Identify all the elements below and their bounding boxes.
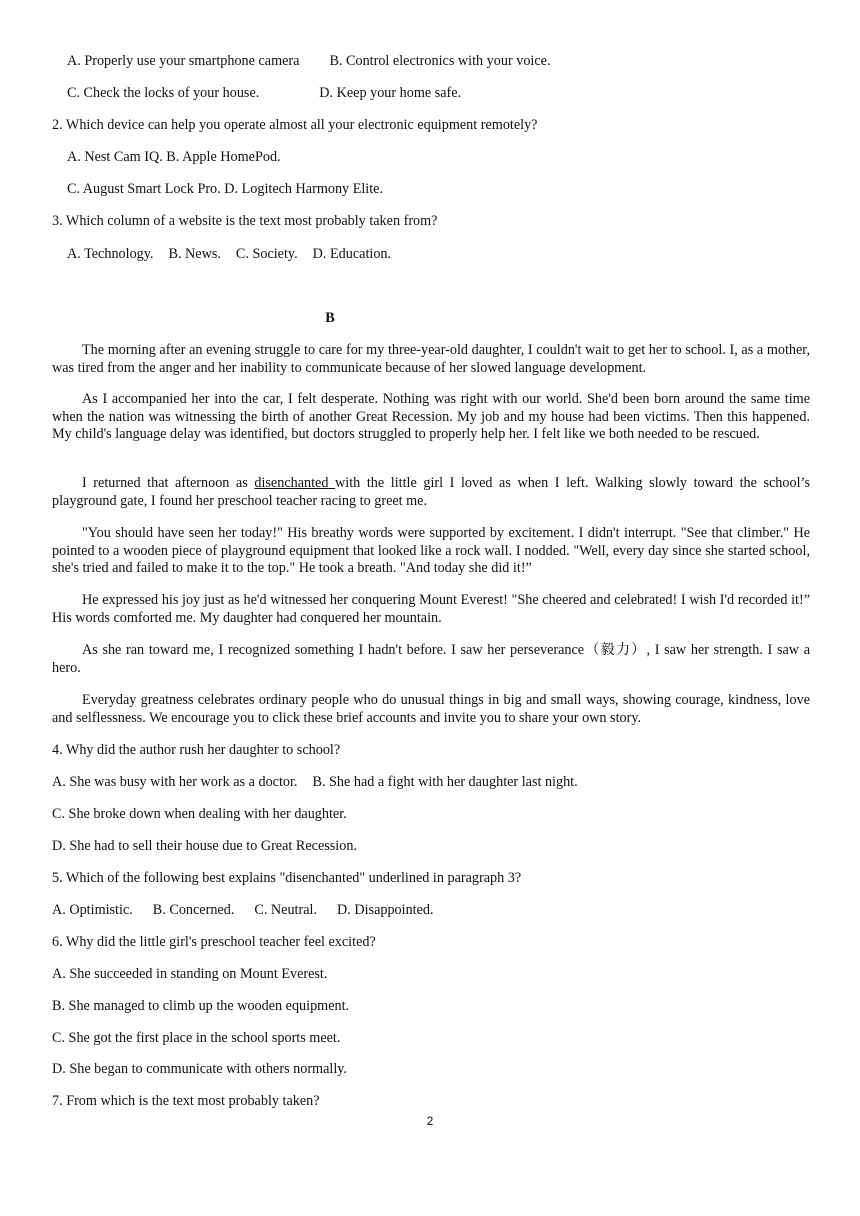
q3-option-c: C. Society. [235,246,298,262]
passage-paragraph-1: The morning after an evening struggle to care for my three-year-old daughter, I couldn't wait to get her to school. I, as a mother, was tired from the anger and her inability to communicate because of her slowed language development. [52,342,810,376]
q4-stem: 4. Why did the author rush her daughter to school? [52,742,341,758]
q2-options-row-2: C. August Smart Lock Pro. D. Logitech Harmony Elite. [67,181,384,197]
q1-option-c: C. Check the locks of your house. [67,85,260,101]
page-number: 2 [426,1114,434,1128]
p3-text-before: I returned that afternoon as [82,475,255,491]
passage-paragraph-5: He expressed his joy just as he'd witnessed her conquering Mount Everest! "She cheered and celebrated! I wish I'd recorded it!” His words comforted me. My daughter had conquered her mountain. [52,592,810,626]
q3-option-a: A. Technology. [67,246,154,262]
q2-stem: 2. Which device can help you operate almost all your electronic equipment remotely? [52,117,538,133]
passage-paragraph-3 [52,475,810,510]
passage-paragraph-6: As she ran toward me, I recognized something I hadn't before. I saw her perseverance（毅力）, I saw her strength. I saw a hero. [52,642,810,676]
q1-option-d: D. Keep your home safe. [319,85,462,101]
q5-option-a: A. Optimistic. [52,902,133,918]
q6-option-b: B. She managed to climb up the wooden equipment. [52,998,350,1014]
q5-stem: 5. Which of the following best explains "disenchanted" underlined in paragraph 3? [52,870,522,886]
q3-options-row [67,246,391,264]
q4-option-b: B. She had a fight with her daughter last night. [312,774,578,790]
q5-option-d: D. Disappointed. [337,902,434,918]
q1-option-b: B. Control electronics with your voice. [329,53,551,69]
q2-options-row-1: A. Nest Cam IQ. B. Apple HomePod. [67,149,281,165]
q6-stem: 6. Why did the little girl's preschool teacher feel excited? [52,934,376,950]
q5-option-b: B. Concerned. [152,902,235,918]
q3-option-b: B. News. [168,246,221,262]
q4-option-c: C. She broke down when dealing with her daughter. [52,806,347,822]
q4-option-a: A. She was busy with her work as a doctor. [52,774,298,790]
q4-option-d: D. She had to sell their house due to Great Recession. [52,838,357,854]
q6-option-a: A. She succeeded in standing on Mount Everest. [52,966,328,982]
section-title: B [325,310,335,326]
passage-paragraph-2: As I accompanied her into the car, I felt desperate. Nothing was right with our world. She'd been born around the same time when the nation was witnessing the birth of another Great Recession. My job and my house had been victims. Then this happened. My child's language delay was identified, but doctors struggled to properly help her. I felt like we both needed to be rescued. [52,391,810,442]
q1-option-a: A. Properly use your smartphone camera [67,53,300,69]
q1-options-row-2 [67,85,461,103]
q7-stem: 7. From which is the text most probably taken? [52,1093,320,1109]
q4-options-row-1 [52,774,578,792]
passage-paragraph-4: "You should have seen her today!" His breathy words were supported by excitement. I didn't interrupt. "See that climber." He pointed to a wooden piece of playground equipment that looked like a rock wall. I nodded. "Well, every day since she started school, she's tried and failed to make it to the top." He took a breath. "And today she did it!” [52,525,810,576]
q5-options-row [52,902,434,920]
q1-options-row-1 [67,53,551,71]
q5-option-c: C. Neutral. [254,902,318,918]
passage-paragraph-7: Everyday greatness celebrates ordinary people who do unusual things in big and small ways, showing courage, kindness, love and selflessness. We encourage you to click these brief accounts and invite you to share your own story. [52,692,810,726]
q3-option-d: D. Education. [312,246,392,262]
p3-text-after: with the little girl I loved as when I left. Walking slowly toward the school’s playground gate, I found her preschool teacher racing to greet me. [52,475,810,509]
underlined-word-disenchanted: disenchanted [254,475,336,491]
q3-stem: 3. Which column of a website is the text most probably taken from? [52,213,438,229]
q6-option-c: C. She got the first place in the school sports meet. [52,1030,341,1046]
q6-option-d: D. She began to communicate with others normally. [52,1061,347,1077]
